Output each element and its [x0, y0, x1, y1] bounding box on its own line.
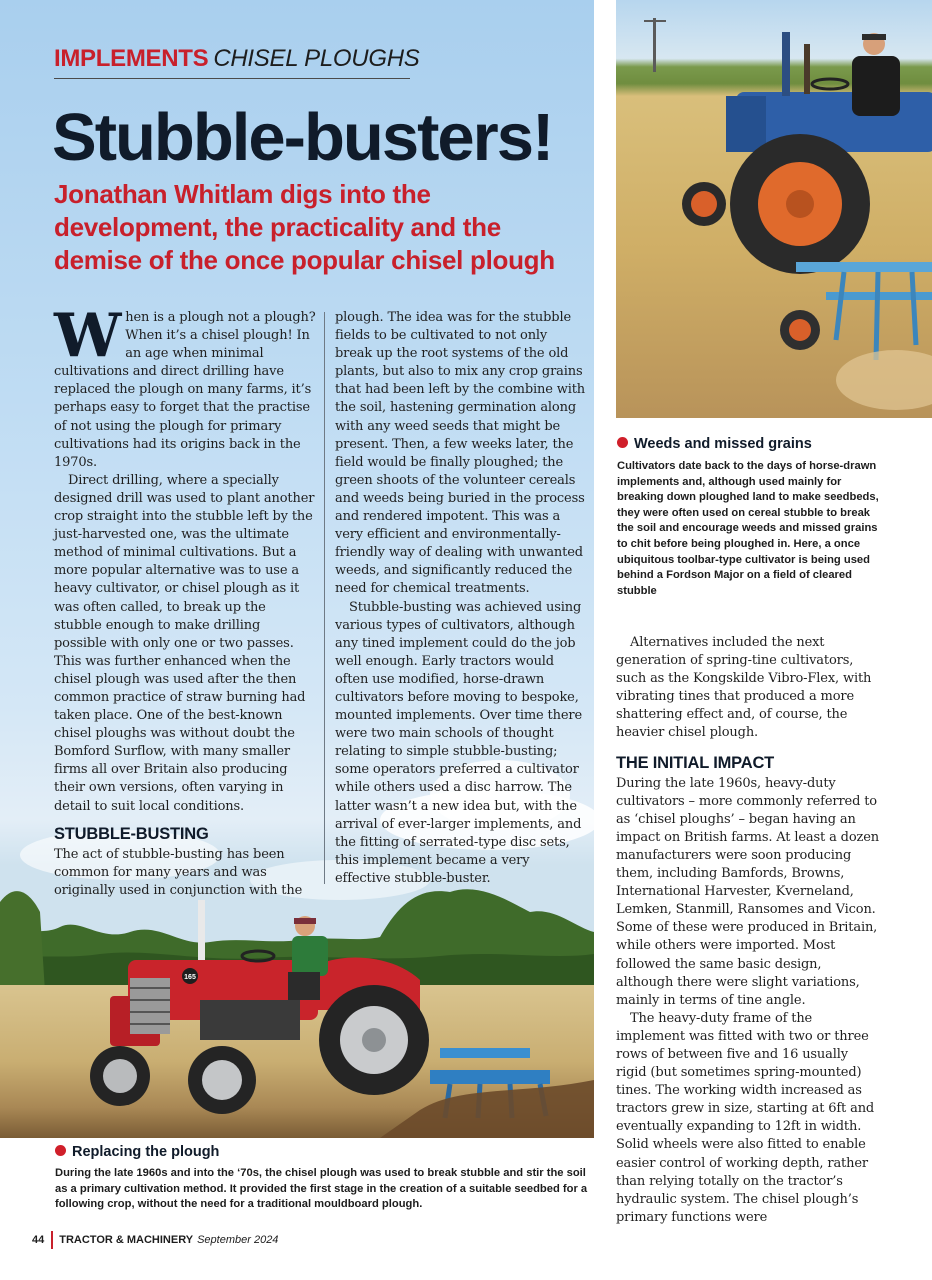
caption-body-replacing: During the late 1960s and into the ‘70s, the chisel plough was used to break stubble and stir the soil as a primary cultivation method. It provided the first stage in the creation of a suitable seedbed for a following crop, without the need for a traditional mouldboard plough.	[55, 1167, 588, 1211]
page-number: 44	[32, 1234, 45, 1246]
caption-title-text: Replacing the plough	[72, 1144, 220, 1160]
caption-title-replacing	[55, 1144, 219, 1160]
caption-body-weeds: Cultivators date back to the days of horse-drawn implements and, although used mainly for breaking down ploughed land to make seedbeds, they were often used on cereal stubble to break the soil and encourage weeds and missed grains to chit before being ploughed in. Here, a once ubiquitous toolbar-type cultivator is being used behind a Fordson Major on a field of cleared stubble	[617, 460, 879, 597]
body-paragraph: Stubble-busting was achieved using various types of cultivators, although any tined implement could do the job well enough. Early tractors would often use modified, horse-drawn cultivators before moving to bespoke, mounted implements. Over time there were two main schools of thought relating to simple stubble-busting; some operators preferred a cultivator while others used a disc harrow. The latter wasn’t a new idea but, with the arrival of ever-larger implements, and the fitting of serrated-type disc sets, this implement became a very effective stubble-buster.	[335, 599, 583, 886]
headline: Stubble-busters!	[52, 100, 553, 175]
fordson-major-photo	[616, 0, 932, 418]
caption-bullet-icon	[617, 437, 628, 448]
section-kicker: IMPLEMENTS	[54, 45, 209, 72]
body-column-1	[54, 301, 316, 900]
tractor-model-badge: 165	[184, 974, 196, 981]
issue-date: September 2024	[197, 1234, 279, 1246]
fordson-major-tractor-illustration	[616, 0, 932, 418]
body-paragraph: The act of stubble-busting has been common for many years and was originally used in conjunction with the	[54, 846, 303, 898]
section-topic: CHISEL PLOUGHS	[213, 45, 420, 72]
section-label	[54, 44, 420, 79]
subhead-initial-impact: THE INITIAL IMPACT	[616, 753, 775, 772]
body-paragraph	[54, 301, 316, 472]
page-footer	[32, 1231, 278, 1249]
massey-ferguson-tractor-illustration	[0, 880, 594, 1138]
body-paragraph: Alternatives included the next generation of spring-tine cultivators, such as the Kongskilde Vibro-Flex, with vibrating tines that produced a more shattering effect and, of course, the heavier chisel plough.	[616, 635, 872, 741]
subhead-stubble-busting: STUBBLE-BUSTING	[54, 824, 209, 843]
magazine-name: TRACTOR & MACHINERY	[59, 1234, 194, 1246]
body-paragraph: plough. The idea was for the stubble fields to be cultivated to not only break up the root systems of the old plants, but also to mix any crop grains that had been left by the combine with the soil, hastening germination along with any weed seeds that might be present. Then, a few weeks later, the field would be finally ploughed; the green shoots of the volunteer cereals and weeds being buried in the process and rendered impotent. This was a very efficient and environmentally-friendly way of dealing with unwanted weeds, and significantly reduced the need for chemical treatments.	[335, 310, 586, 597]
caption-title-weeds	[617, 436, 812, 452]
paragraph-text: hen is a plough not a plough? When it’s a chisel plough! In an age when minimal cultivations and direct drilling have replaced the plough on many farms, it’s perhaps easy to forget that the practise of not using the plough for primary cultivations had its origins back in the 1970s.	[54, 310, 316, 470]
drop-cap: W	[54, 301, 122, 371]
caption-bullet-icon	[55, 1145, 66, 1156]
standfirst: Jonathan Whitlam digs into the development, the practicality and the demise of the once popular chisel plough	[54, 179, 555, 275]
caption-title-text: Weeds and missed grains	[634, 436, 812, 452]
body-column-2	[335, 309, 587, 888]
footer-divider	[51, 1231, 53, 1249]
body-paragraph: The heavy-duty frame of the implement was fitted with two or three rows of between five and 16 usually rigid (but sometimes spring-mounted) tines. The working width increased as tractors grew in size, starting at 6ft and eventually expanding to 12ft in width. Solid wheels were also fitted to enable easier control of working depth, rather than relying totally on the tractor’s hydraulic system. The chisel plough’s primary functions were	[616, 1010, 875, 1225]
body-paragraph: During the late 1960s, heavy-duty cultivators – more commonly referred to as ‘chisel ploughs’ – began having an impact on British farms. At least a dozen manufacturers were soon producing them, including Bamfords, Browns, International Harvester, Kverneland, Lemken, Stanmill, Ransomes and Vicon. Some of these were produced in Britain, while others were imported. Most followed the same basic design, although there were slight variations, mainly in terms of tine angle.	[616, 775, 879, 1008]
body-column-3	[616, 634, 880, 1227]
body-paragraph: Direct drilling, where a specially designed drill was used to plant another crop straight into the stubble left by the just-harvested one, was the ultimate method of minimal cultivations. But a more popular alternative was to use a heavy cultivator, or chisel plough as it was often called, to break up the stubble enough to make drilling possible with only one or two passes. This was further enhanced when the chisel plough was used after the then common practice of straw burning had taken place. One of the best-known chisel ploughs was without doubt the Bomford Surflow, with many smaller firms all over Britain also producing their own versions, often varying in detail to suit local conditions.	[54, 472, 315, 814]
column-divider	[324, 312, 325, 884]
